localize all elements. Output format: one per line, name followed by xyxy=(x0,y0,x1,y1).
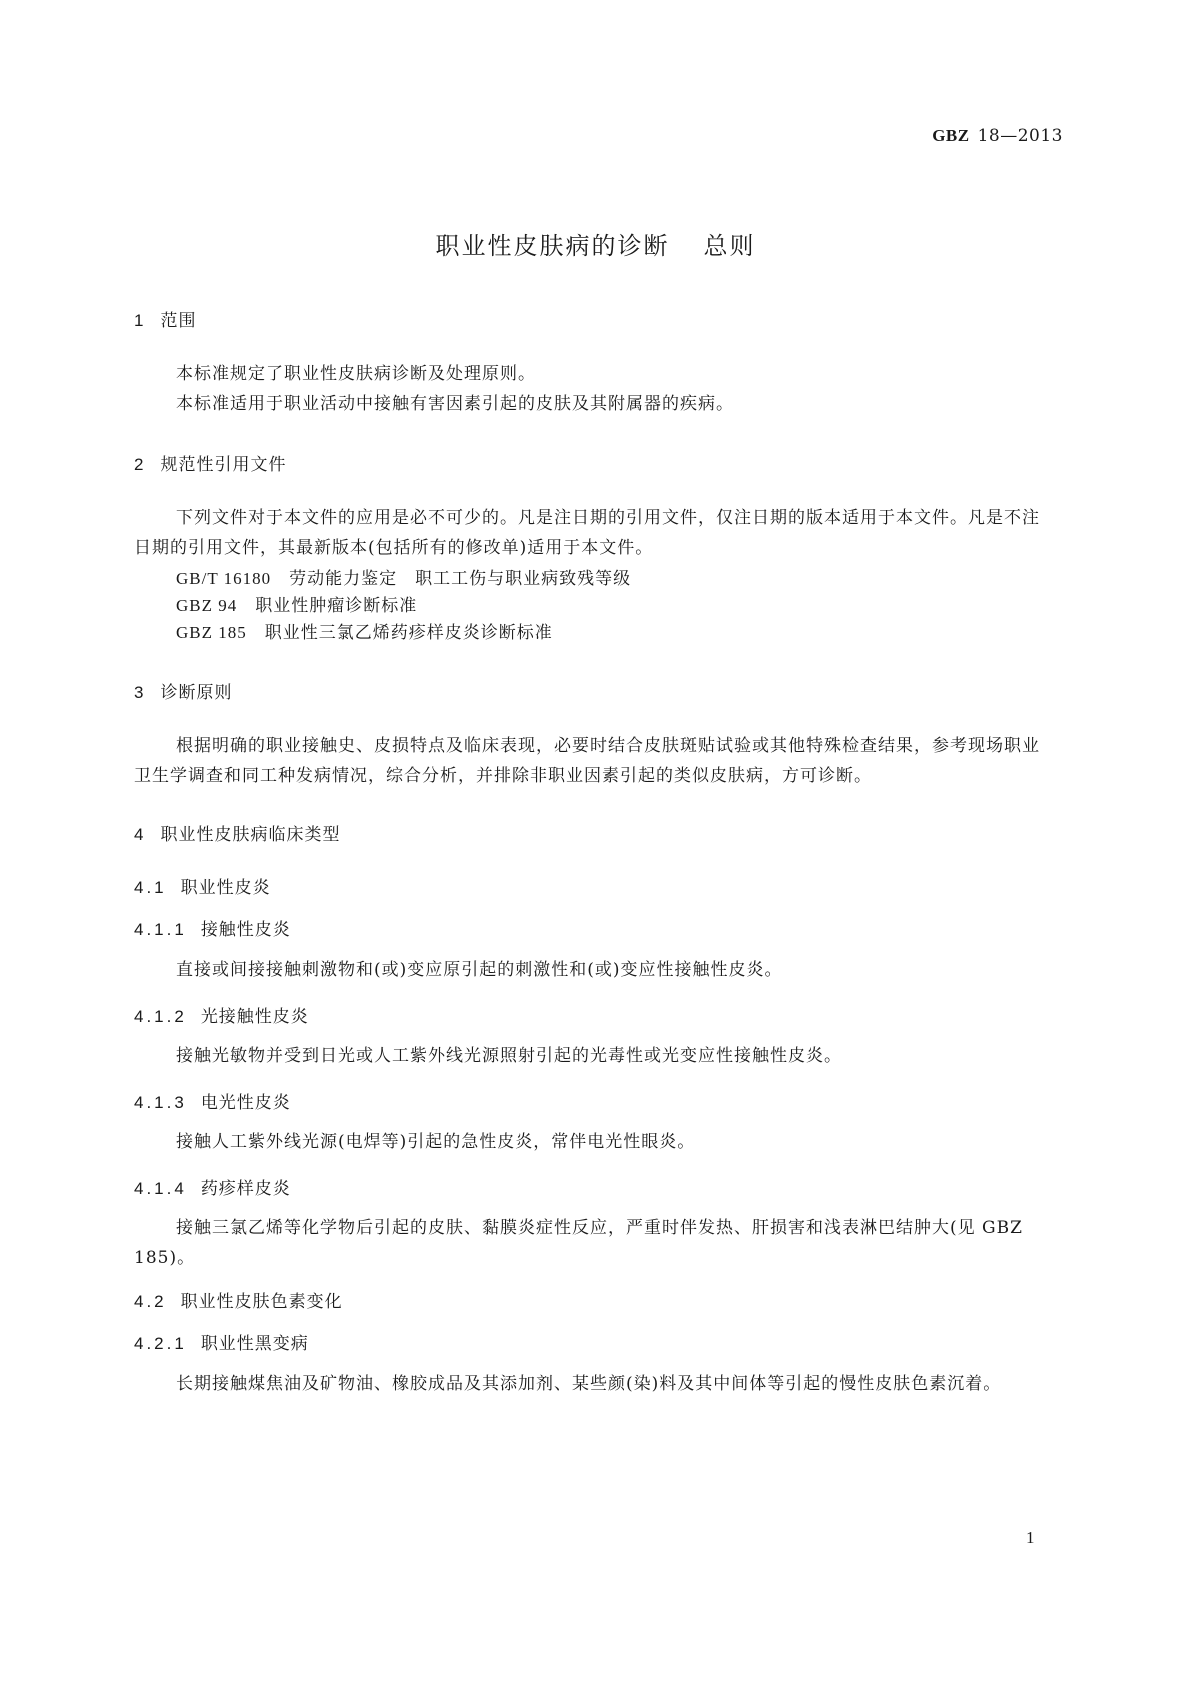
standard-prefix: GBZ xyxy=(932,126,970,145)
section-4-2-1-heading xyxy=(134,1329,309,1354)
section-number: 4.1.2 xyxy=(134,1007,187,1026)
section-4-1-4-heading xyxy=(134,1174,291,1199)
section-4-1-4-para: 接触三氯乙烯等化学物后引起的皮肤、黏膜炎症性反应，严重时伴发热、肝损害和浅表淋巴结肿大(见 GBZ 185)。 xyxy=(134,1218,1023,1268)
section-number: 4.1.4 xyxy=(134,1179,187,1198)
section-number: 4 xyxy=(134,825,147,844)
reference-item xyxy=(176,591,417,616)
section-4-1-1-para: 直接或间接接触刺激物和(或)变应原引起的刺激性和(或)变应性接触性皮炎。 xyxy=(176,960,783,980)
reference-code: GB/T 16180 xyxy=(176,569,272,588)
section-1-para-2: 本标准适用于职业活动中接触有害因素引起的皮肤及其附属器的疾病。 xyxy=(176,394,734,414)
reference-title: 职业性三氯乙烯药疹样皮炎诊断标准 xyxy=(264,623,553,643)
reference-code: GBZ 94 xyxy=(176,596,238,615)
section-1-para-1: 本标准规定了职业性皮肤病诊断及处理原则。 xyxy=(176,364,536,384)
section-3-heading xyxy=(134,678,232,703)
reference-title: 劳动能力鉴定 职工工伤与职业病致残等级 xyxy=(289,569,632,589)
section-1-heading xyxy=(134,306,196,331)
section-2-para-1: 下列文件对于本文件的应用是必不可少的。凡是注日期的引用文件，仅注日期的版本适用于本文件。凡是不注日期的引用文件，其最新版本(包括所有的修改单)适用于本文件。 xyxy=(134,508,1040,558)
section-title: 职业性皮肤色素变化 xyxy=(180,1292,343,1312)
section-4-1-heading xyxy=(134,873,271,898)
title-sub: 总则 xyxy=(703,232,756,260)
section-4-1-2-heading xyxy=(134,1002,309,1027)
section-title: 接触性皮炎 xyxy=(200,920,291,940)
standard-number: 18—2013 xyxy=(977,126,1063,146)
section-number: 4.2 xyxy=(134,1292,167,1311)
title-main: 职业性皮肤病的诊断 xyxy=(435,232,670,260)
section-title: 药疹样皮炎 xyxy=(200,1179,291,1199)
section-number: 2 xyxy=(134,455,147,474)
section-title: 职业性黑变病 xyxy=(200,1334,309,1354)
section-title: 光接触性皮炎 xyxy=(200,1007,309,1027)
section-4-1-2-para: 接触光敏物并受到日光或人工紫外线光源照射引起的光毒性或光变应性接触性皮炎。 xyxy=(176,1046,842,1066)
section-title: 诊断原则 xyxy=(160,683,233,703)
section-number: 1 xyxy=(134,311,147,330)
standard-code xyxy=(932,126,1063,146)
section-4-heading xyxy=(134,820,340,845)
section-4-1-3-heading xyxy=(134,1088,291,1113)
document-title xyxy=(0,226,1191,261)
section-4-1-1-heading xyxy=(134,915,291,940)
section-4-2-1-para: 长期接触煤焦油及矿物油、橡胶成品及其添加剂、某些颜(染)料及其中间体等引起的慢性皮肤色素沉着。 xyxy=(176,1374,1002,1394)
reference-item xyxy=(176,618,553,643)
section-3-para-1: 根据明确的职业接触史、皮损特点及临床表现，必要时结合皮肤斑贴试验或其他特殊检查结果，参考现场职业卫生学调查和同工种发病情况，综合分析，并排除非职业因素引起的类似皮肤病，方可诊断。 xyxy=(134,736,1040,786)
section-number: 4.1.3 xyxy=(134,1093,187,1112)
section-title: 规范性引用文件 xyxy=(160,455,287,475)
section-4-2-heading xyxy=(134,1287,343,1312)
section-4-1-3-para: 接触人工紫外线光源(电焊等)引起的急性皮炎，常伴电光性眼炎。 xyxy=(176,1132,696,1152)
section-title: 职业性皮炎 xyxy=(180,878,271,898)
section-number: 4.1.1 xyxy=(134,920,187,939)
reference-code: GBZ 185 xyxy=(176,623,247,642)
reference-title: 职业性肿瘤诊断标准 xyxy=(255,596,418,616)
section-number: 4.1 xyxy=(134,878,167,897)
page-number: 1 xyxy=(1026,1528,1035,1547)
reference-item xyxy=(176,564,631,589)
section-number: 4.2.1 xyxy=(134,1334,187,1353)
section-title: 职业性皮肤病临床类型 xyxy=(160,825,341,845)
section-number: 3 xyxy=(134,683,147,702)
section-2-heading xyxy=(134,450,286,475)
section-title: 电光性皮炎 xyxy=(200,1093,291,1113)
section-title: 范围 xyxy=(160,311,197,331)
